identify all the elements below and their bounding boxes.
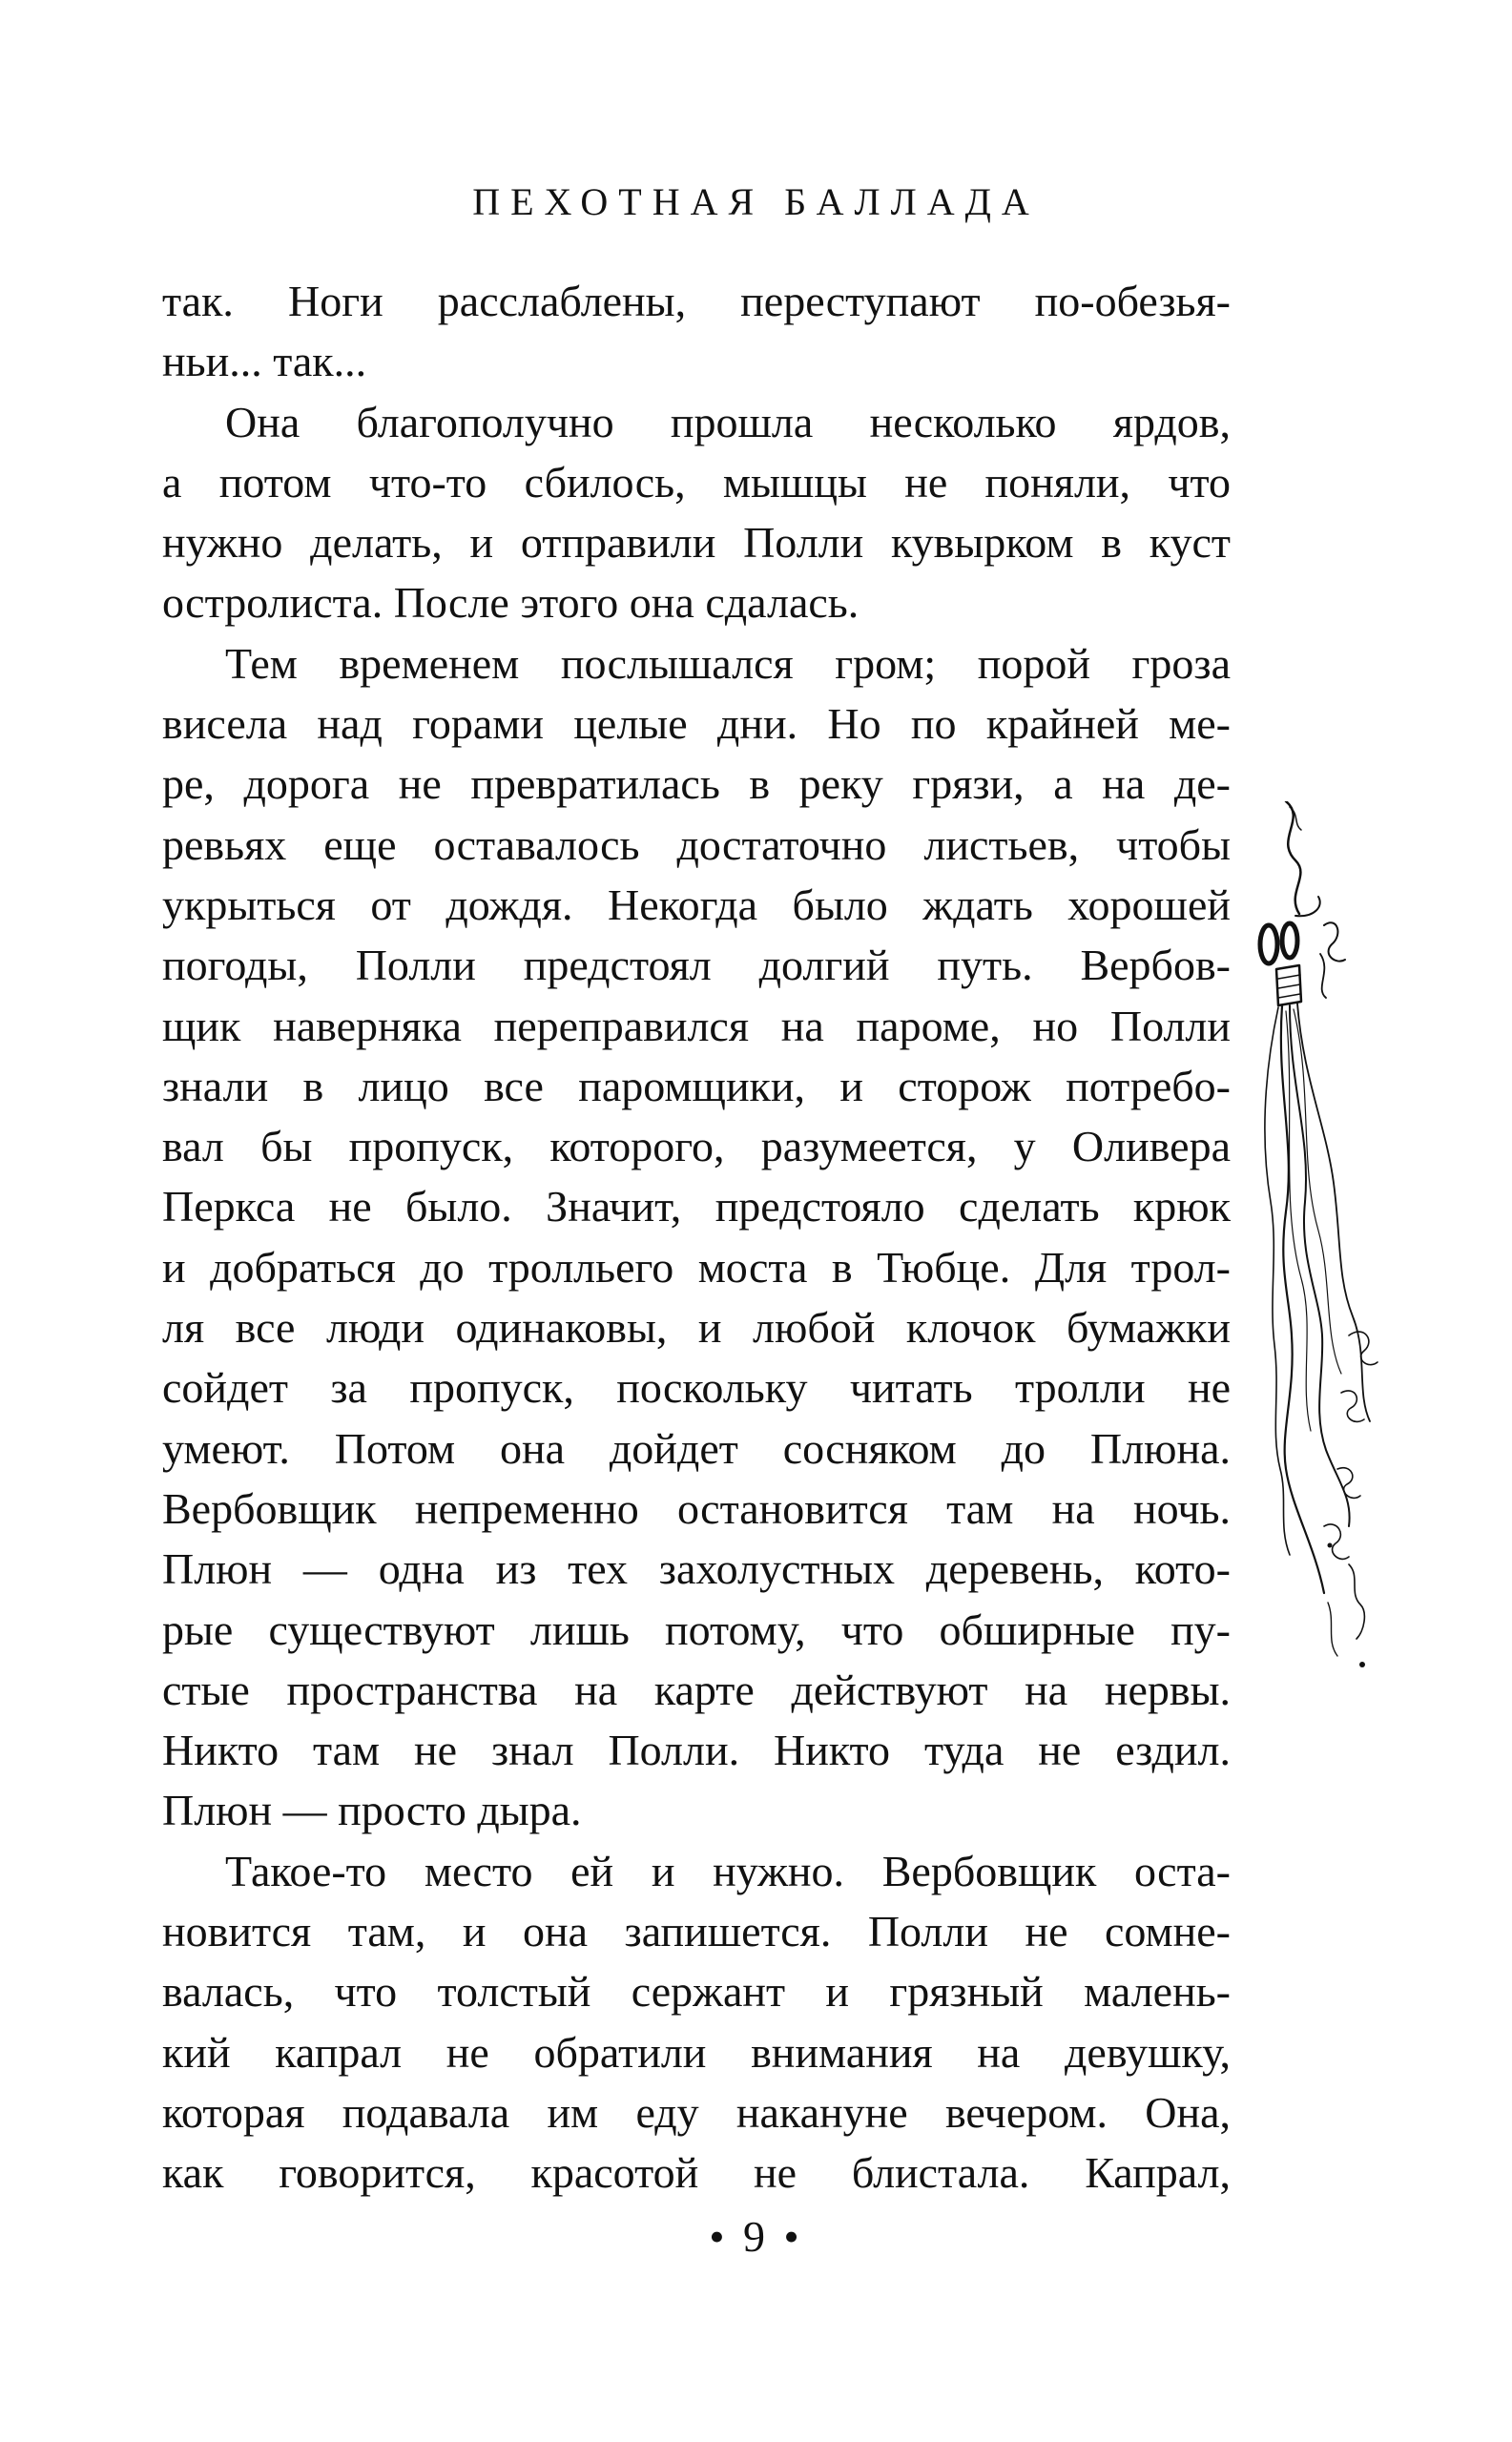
text-line: ля все люди одинаковы, и любой клочок бумажки: [162, 1303, 1231, 1353]
text-line: висела над горами целые дни. Но по крайней ме-: [162, 699, 1231, 749]
text-line: новится там, и она запишется. Полли не сомне-: [162, 1907, 1231, 1956]
text-line: сойдет за пропуск, поскольку читать тролли не: [162, 1363, 1231, 1413]
text-line: укрыться от дождя. Некогда было ждать хорошей: [162, 880, 1231, 929]
text-line: ньи... так...: [162, 337, 367, 386]
text-line: кий капрал не обратили внимания на девушку,: [162, 2027, 1231, 2077]
text-line: и добраться до тролльего моста в Тюбце. Для трол-: [162, 1242, 1231, 1292]
text-line: вал бы пропуск, которого, разумеется, у Оливера: [162, 1122, 1231, 1171]
text-line: Вербовщик непременно остановится там на ночь.: [162, 1483, 1231, 1533]
text-line: знали в лицо все паромщики, и сторож потребо-: [162, 1061, 1231, 1110]
text-line: Перкса не было. Значит, предстояло сделать крюк: [162, 1182, 1231, 1231]
text-line: стые пространства на карте действуют на нервы.: [162, 1665, 1231, 1714]
body-text: [162, 271, 1231, 2204]
text-line: а потом что-то сбилось, мышцы не поняли, что: [162, 457, 1231, 507]
text-line: Плюн — одна из тех захолустных деревень, кото-: [162, 1544, 1231, 1594]
text-line: так. Ноги расслаблены, переступают по-обезья-: [162, 277, 1231, 325]
text-line: Тем временем послышался гром; порой гроза: [225, 638, 1231, 688]
text-line: погоды, Полли предстоял долгий путь. Вербов-: [162, 941, 1231, 990]
text-line: Плюн — просто дыра.: [162, 1786, 582, 1835]
flag-pennant-ornament-icon: [1257, 801, 1383, 1688]
text-line: валась, что толстый сержант и грязный малень-: [162, 1967, 1231, 2017]
text-line: ревьях еще оставалось достаточно листьев, чтобы: [162, 819, 1231, 869]
text-line: умеют. Потом она дойдет сосняком до Плюна.: [162, 1423, 1231, 1473]
text-line: остролиста. После этого она сдалась.: [162, 578, 860, 628]
text-line: как говорится, красотой не блистала. Капрал,: [162, 2148, 1231, 2198]
text-line: Такое-то место ей и нужно. Вербовщик оста-: [225, 1846, 1231, 1895]
text-line: Никто там не знал Полли. Никто туда не ездил.: [162, 1726, 1231, 1775]
text-line: которая подавала им еду накануне вечером. Она,: [162, 2087, 1231, 2137]
text-line: Она благополучно прошла несколько ярдов,: [225, 397, 1231, 446]
page-number: • 9 •: [709, 2212, 803, 2261]
text-line: щик наверняка переправился на пароме, но Полли: [162, 1001, 1231, 1050]
text-line: ре, дорога не превратилась в реку грязи, а на де-: [162, 759, 1231, 809]
text-line: нужно делать, и отправили Полли кувырком в куст: [162, 518, 1231, 568]
running-head: ПЕХОТНАЯ БАЛЛАДА: [472, 180, 1040, 223]
text-line: рые существуют лишь потому, что обширные пу-: [162, 1604, 1231, 1654]
